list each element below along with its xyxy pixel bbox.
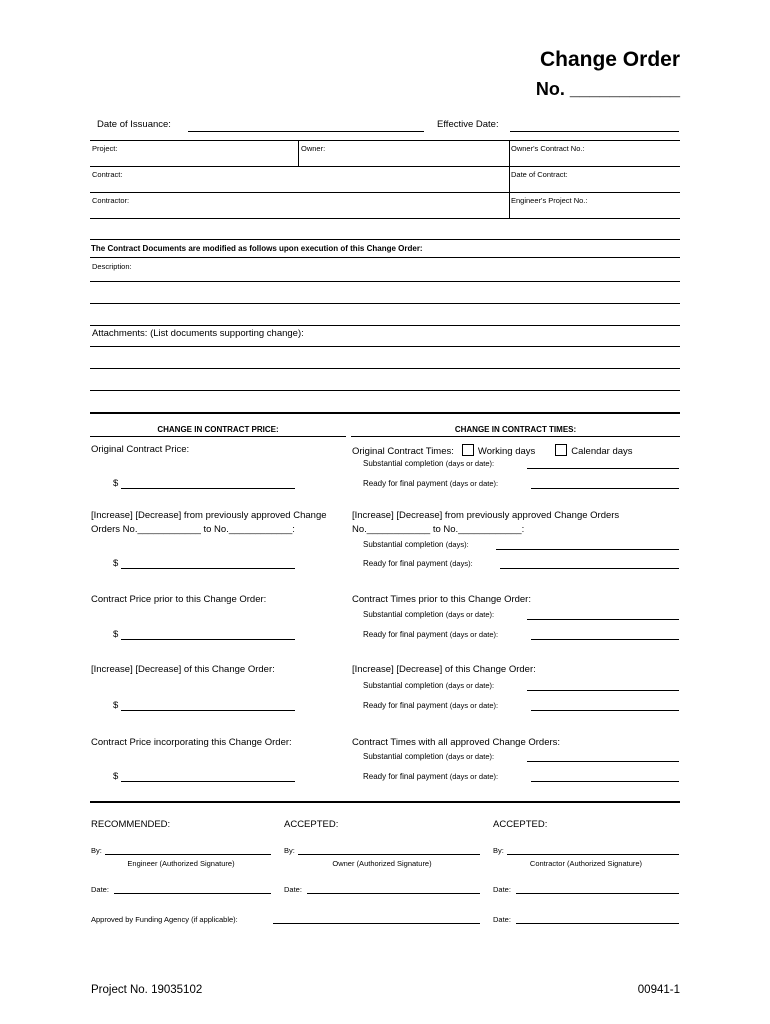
info-rule — [90, 218, 680, 219]
section-rule — [90, 257, 680, 258]
engineers-project-no-label: Engineer's Project No.: — [511, 196, 588, 205]
original-price-field[interactable] — [121, 488, 295, 489]
date-of-contract-label: Date of Contract: — [511, 170, 568, 179]
days-or-date: (days or date): — [445, 752, 495, 761]
price-heading: CHANGE IN CONTRACT PRICE: — [157, 425, 279, 434]
original-price-label: Original Contract Price: — [91, 444, 190, 455]
all-approved-substantial-field[interactable] — [527, 761, 679, 762]
price-this-change-label: [Increase] [Decrease] of this Change Order: — [91, 664, 275, 675]
calendar-days-checkbox[interactable] — [555, 444, 567, 456]
days-only: (days): — [445, 540, 469, 549]
ready-label — [363, 479, 498, 488]
owner-date-field[interactable] — [307, 893, 480, 894]
contractor-label: Contractor: — [92, 196, 130, 205]
days-or-date: (days or date): — [445, 610, 495, 619]
attachments-line[interactable] — [90, 390, 680, 391]
engineer-signature-field[interactable] — [105, 854, 271, 855]
modified-heading: The Contract Documents are modified as follows upon execution of this Change Order: — [91, 244, 423, 253]
description-line[interactable] — [90, 325, 680, 326]
owners-contract-no-label: Owner's Contract No.: — [511, 144, 585, 153]
page-title: Change Order — [539, 48, 680, 71]
owner-signature-field[interactable] — [298, 854, 480, 855]
attachments-line[interactable] — [90, 368, 680, 369]
original-ready-field[interactable] — [531, 488, 679, 489]
prior-ready-field[interactable] — [531, 639, 679, 640]
ready-label — [363, 630, 498, 639]
description-line[interactable] — [90, 281, 680, 282]
price-prior-label: Contract Price prior to this Change Order: — [91, 594, 267, 605]
date-of-issuance-field[interactable] — [188, 131, 424, 132]
dollar-sign: $ — [113, 558, 119, 569]
days-or-date: (days or date): — [449, 772, 499, 781]
description-label: Description: — [92, 262, 132, 271]
date-label: Date: — [493, 915, 511, 924]
date-of-issuance-label: Date of Issuance: — [97, 119, 171, 130]
date-label: Date: — [284, 885, 302, 894]
times-all-approved-label: Contract Times with all approved Change Orders: — [352, 737, 561, 748]
original-substantial-field[interactable] — [527, 468, 679, 469]
days-or-date: (days or date): — [449, 479, 499, 488]
substantial-text: Substantial completion — [363, 459, 444, 468]
calendar-days-label: Calendar days — [571, 446, 633, 457]
prev-ready-field[interactable] — [500, 568, 679, 569]
dollar-sign: $ — [113, 771, 119, 782]
owner-label: Owner: — [301, 144, 326, 153]
ready-label — [363, 701, 498, 710]
substantial-label — [363, 681, 494, 690]
all-approved-ready-field[interactable] — [531, 781, 679, 782]
contractor-date-field[interactable] — [516, 893, 679, 894]
price-prev-label: [Increase] [Decrease] from previously approved Change — [91, 510, 327, 521]
price-prev-field[interactable] — [121, 568, 295, 569]
info-rule — [90, 166, 680, 167]
substantial-label — [363, 752, 494, 761]
by-label: By: — [493, 846, 504, 855]
prior-substantial-field[interactable] — [527, 619, 679, 620]
times-prev-label: [Increase] [Decrease] from previously approved Change Orders — [352, 510, 620, 521]
ready-text: Ready for final payment — [363, 479, 448, 488]
ready-label — [363, 559, 473, 568]
dollar-sign: $ — [113, 700, 119, 711]
funding-agency-label: Approved by Funding Agency (if applicable): — [91, 915, 238, 924]
times-prev-label-2: No.____________ to No.____________: — [352, 524, 525, 535]
times-prior-label: Contract Times prior to this Change Order: — [352, 594, 531, 605]
substantial-label — [363, 610, 494, 619]
engineer-sig-caption: Engineer (Authorized Signature) — [127, 859, 235, 868]
substantial-text: Substantial completion — [363, 610, 444, 619]
price-incorporating-label: Contract Price incorporating this Change Order: — [91, 737, 292, 748]
funding-agency-field[interactable] — [273, 923, 480, 924]
change-order-number: No. ___________ — [535, 79, 680, 99]
section-rule-thick — [90, 412, 680, 414]
prev-substantial-field[interactable] — [496, 549, 679, 550]
days-or-date: (days or date): — [445, 459, 495, 468]
ready-label — [363, 772, 498, 781]
substantial-text: Substantial completion — [363, 752, 444, 761]
effective-date-field[interactable] — [510, 131, 679, 132]
info-divider — [298, 140, 299, 166]
by-label: By: — [284, 846, 295, 855]
price-prev-label-2: Orders No.____________ to No.____________: — [91, 524, 295, 535]
accepted-contractor-label: ACCEPTED: — [493, 819, 548, 830]
footer-project-no: Project No. 19035102 — [91, 984, 203, 996]
days-or-date: (days or date): — [449, 630, 499, 639]
accepted-owner-label: ACCEPTED: — [284, 819, 339, 830]
recommended-label: RECOMMENDED: — [91, 819, 171, 830]
price-this-change-field[interactable] — [121, 710, 295, 711]
ready-text: Ready for final payment — [363, 559, 448, 568]
substantial-label — [363, 540, 469, 549]
working-days-label: Working days — [477, 446, 536, 457]
price-incorporating-field[interactable] — [121, 781, 295, 782]
date-label: Date: — [91, 885, 109, 894]
ready-text: Ready for final payment — [363, 630, 448, 639]
days-or-date: (days or date): — [445, 681, 495, 690]
info-top-rule — [90, 140, 680, 141]
this-change-substantial-field[interactable] — [527, 690, 679, 691]
working-days-checkbox[interactable] — [462, 444, 474, 456]
by-label: By: — [91, 846, 102, 855]
contractor-sig-caption: Contractor (Authorized Signature) — [529, 859, 643, 868]
original-times-label: Original Contract Times: — [352, 446, 454, 457]
substantial-text: Substantial completion — [363, 681, 444, 690]
info-rule — [90, 192, 680, 193]
date-label: Date: — [493, 885, 511, 894]
days-or-date: (days or date): — [449, 701, 499, 710]
original-times-row — [352, 444, 633, 457]
description-line[interactable] — [90, 303, 680, 304]
times-heading-rule — [351, 436, 680, 437]
project-label: Project: — [92, 144, 118, 153]
price-heading-rule — [90, 436, 346, 437]
substantial-text: Substantial completion — [363, 540, 444, 549]
substantial-label — [363, 459, 494, 468]
dollar-sign: $ — [113, 478, 119, 489]
contract-label: Contract: — [92, 170, 123, 179]
attachments-line[interactable] — [90, 346, 680, 347]
times-heading: CHANGE IN CONTRACT TIMES: — [454, 425, 577, 434]
effective-date-label: Effective Date: — [437, 119, 499, 130]
footer-page-code: 00941-1 — [637, 984, 680, 996]
times-this-change-label: [Increase] [Decrease] of this Change Order: — [352, 664, 536, 675]
section-rule — [90, 239, 680, 240]
owner-sig-caption: Owner (Authorized Signature) — [332, 859, 432, 868]
this-change-ready-field[interactable] — [531, 710, 679, 711]
price-prior-field[interactable] — [121, 639, 295, 640]
attachments-label: Attachments: (List documents supporting change): — [92, 328, 304, 339]
days-only: (days): — [449, 559, 473, 568]
contractor-signature-field[interactable] — [507, 854, 679, 855]
dollar-sign: $ — [113, 629, 119, 640]
engineer-date-field[interactable] — [114, 893, 271, 894]
section-rule-thick — [90, 801, 680, 803]
ready-text: Ready for final payment — [363, 701, 448, 710]
funding-date-field[interactable] — [516, 923, 679, 924]
info-divider — [509, 140, 510, 218]
ready-text: Ready for final payment — [363, 772, 448, 781]
